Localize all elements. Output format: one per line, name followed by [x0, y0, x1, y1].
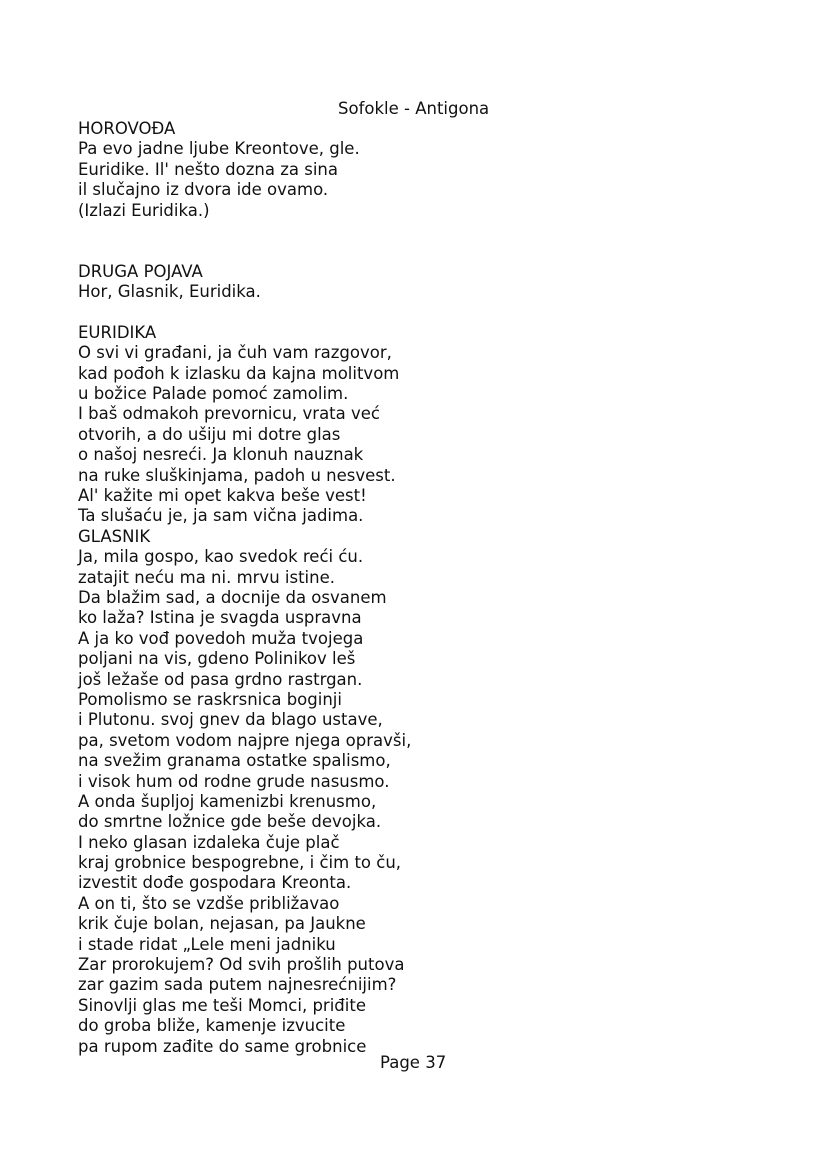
text-line: pa rupom zađite do same grobnice	[78, 1036, 367, 1056]
text-line: Pa evo jadne ljube Kreontove, gle.	[78, 139, 360, 159]
text-line: pa, svetom vodom najpre njega opravši,	[78, 730, 412, 750]
text-line: krik čuje bolan, nejasan, pa Jaukne	[78, 914, 366, 934]
text-line: Al' kažite mi opet kakva beše vest!	[78, 486, 367, 506]
text-line: do smrtne ložnice gde beše devojka.	[78, 812, 382, 832]
text-line: A onda šupljoj kamenizbi krenusmo,	[78, 791, 377, 811]
text-line: do groba bliže, kamenje izvucite	[78, 1016, 346, 1036]
text-line: i Plutonu. svoj gnev da blago ustave,	[78, 710, 383, 730]
text-line: zatajit neću ma ni. mrvu istine.	[78, 567, 335, 587]
text-line: Ja, mila gospo, kao svedok reći ću.	[78, 547, 364, 567]
text-line: o našoj nesreći. Ja klonuh nauznak	[78, 445, 364, 465]
text-line: EURIDIKA	[78, 322, 157, 342]
running-header: Sofokle - Antigona	[338, 99, 490, 118]
text-line: ko laža? Istina je svagda uspravna	[78, 608, 362, 628]
text-line: Ta slušaću je, ja sam vična jadima.	[78, 506, 364, 526]
blank-line	[78, 221, 778, 241]
text-line: još ležaše od pasa grdno rastrgan.	[78, 669, 363, 689]
text-line: kad pođoh k izlasku da kajna molitvom	[78, 363, 400, 383]
text-line: u božice Palade pomoć zamolim.	[78, 384, 349, 404]
text-line: O svi vi građani, ja čuh vam razgovor,	[78, 343, 392, 363]
blank-line	[78, 303, 778, 323]
text-line: zar gazim sada putem najnesrećnijim?	[78, 975, 397, 995]
text-block-chorus-leader	[78, 119, 778, 221]
text-line: Hor, Glasnik, Euridika.	[78, 282, 261, 302]
text-line: otvorih, a do ušiju mi dotre glas	[78, 424, 341, 444]
text-line: A on ti, što se vzdše približavao	[78, 893, 340, 913]
text-line: i visok hum od rodne grude nasusmo.	[78, 771, 390, 791]
text-line: I baš odmakoh prevornicu, vrata već	[78, 404, 380, 424]
text-line: izvestit dođe gospodara Kreonta.	[78, 873, 352, 893]
text-line: A ja ko vođ povedoh muža tvojega	[78, 628, 364, 648]
text-line: Da blažim sad, a docnije da osvanem	[78, 587, 387, 607]
blank-line	[78, 241, 778, 261]
text-line: Pomolismo se raskrsnica boginji	[78, 689, 342, 709]
text-line: HOROVOĐA	[78, 119, 176, 138]
text-line: Zar prorokujem? Od svih prošlih putova	[78, 955, 405, 975]
text-line: il slučajno iz dvora ide ovamo.	[78, 180, 329, 200]
text-line: I neko glasan izdaleka čuje plač	[78, 832, 340, 852]
text-line: DRUGA POJAVA	[78, 261, 203, 281]
text-line: na svežim granama ostatke spalismo,	[78, 751, 391, 771]
page-number: Page 37	[380, 1053, 447, 1072]
text-line: i stade ridat „Lele meni jadniku	[78, 934, 336, 954]
text-line: poljani na vis, gdeno Polinikov leš	[78, 649, 356, 669]
text-line: Sinovlji glas me teši Momci, priđite	[78, 995, 366, 1015]
text-line: (Izlazi Euridika.)	[78, 200, 210, 220]
play-text	[78, 119, 778, 1057]
text-block-dialogue	[78, 323, 778, 1057]
text-block-scene-heading	[78, 262, 778, 303]
text-line: GLASNIK	[78, 526, 151, 546]
text-line: na ruke sluškinjama, padoh u nesvest.	[78, 465, 396, 485]
text-line: Euridike. Il' nešto dozna za sina	[78, 159, 338, 179]
text-line: kraj grobnice bespogrebne, i čim to ču,	[78, 853, 402, 873]
